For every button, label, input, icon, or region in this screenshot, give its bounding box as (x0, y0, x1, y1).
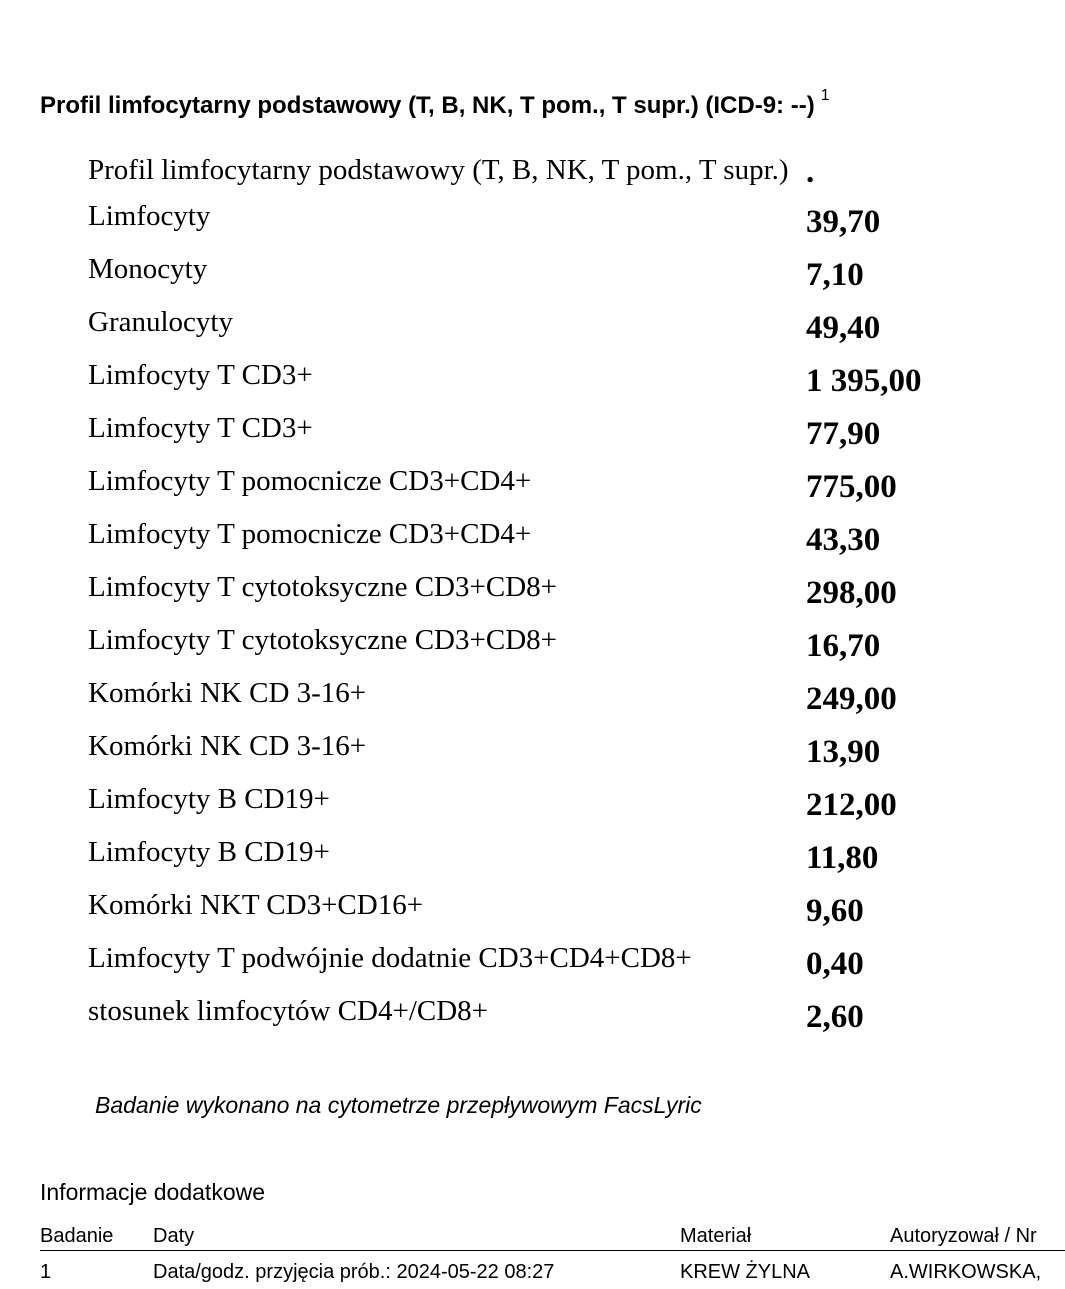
result-value: 16,70 (806, 628, 881, 664)
results-list (88, 148, 1028, 1042)
result-value: 49,40 (806, 310, 881, 346)
column-header-autoryzowal: Autoryzował / Nr (890, 1225, 1037, 1247)
result-row (88, 777, 1028, 830)
result-name: Limfocyty T pomocnicze CD3+CD4+ (88, 518, 532, 550)
result-value: . (806, 154, 815, 190)
result-name: Limfocyty T pomocnicze CD3+CD4+ (88, 465, 532, 497)
result-name: Limfocyty T CD3+ (88, 412, 313, 444)
column-header-badanie: Badanie (40, 1225, 114, 1247)
result-value: 13,90 (806, 734, 881, 770)
result-row (88, 565, 1028, 618)
result-row (88, 671, 1028, 724)
result-name: Komórki NK CD 3-16+ (88, 730, 367, 762)
result-value: 11,80 (806, 840, 879, 876)
result-name: Granulocyty (88, 306, 233, 338)
result-row (88, 300, 1028, 353)
result-row (88, 459, 1028, 512)
result-row (88, 724, 1028, 777)
result-value: 249,00 (806, 681, 897, 717)
cell-daty: Data/godz. przyjęcia prób.: 2024-05-22 08:27 (153, 1261, 555, 1283)
result-value: 1 395,00 (806, 363, 922, 399)
result-name: Komórki NKT CD3+CD16+ (88, 889, 424, 921)
result-name: Limfocyty T cytotoksyczne CD3+CD8+ (88, 624, 557, 656)
result-name: Limfocyty T cytotoksyczne CD3+CD8+ (88, 571, 557, 603)
cell-badanie: 1 (40, 1261, 52, 1283)
result-name: Limfocyty B CD19+ (88, 836, 330, 868)
result-name: Komórki NK CD 3-16+ (88, 677, 367, 709)
result-row (88, 512, 1028, 565)
result-value: 77,90 (806, 416, 881, 452)
result-row (88, 247, 1028, 300)
result-row (88, 830, 1028, 883)
column-header-material: Materiał (680, 1225, 752, 1247)
result-value: 7,10 (806, 257, 864, 293)
result-name: Limfocyty B CD19+ (88, 783, 330, 815)
section-title-text: Profil limfocytarny podstawowy (T, B, NK, T pom., T supr.) (ICD-9: --) (40, 92, 815, 119)
result-row (88, 406, 1028, 459)
result-row (88, 194, 1028, 247)
additional-info-heading: Informacje dodatkowe (40, 1179, 266, 1205)
result-name: Limfocyty T CD3+ (88, 359, 313, 391)
result-value: 775,00 (806, 469, 897, 505)
table-row (40, 1255, 1065, 1289)
result-value: 212,00 (806, 787, 897, 823)
result-value: 9,60 (806, 893, 864, 929)
table-header-row (40, 1222, 1065, 1251)
result-name: Profil limfocytarny podstawowy (T, B, NK, T pom., T supr.) (88, 154, 789, 186)
result-name: Limfocyty T podwójnie dodatnie CD3+CD4+CD8+ (88, 942, 692, 974)
cell-autoryzowal: A.WIRKOWSKA, (890, 1261, 1042, 1283)
section-title (40, 82, 1060, 130)
footnote-marker: 1 (820, 87, 830, 104)
result-name: Monocyty (88, 253, 208, 285)
method-note: Badanie wykonano na cytometrze przepływowym FacsLyric (95, 1092, 702, 1118)
result-name: stosunek limfocytów CD4+/CD8+ (88, 995, 489, 1027)
column-header-daty: Daty (153, 1225, 195, 1247)
result-row (88, 989, 1028, 1042)
result-row (88, 618, 1028, 671)
result-value: 298,00 (806, 575, 897, 611)
result-row (88, 148, 1028, 194)
result-row (88, 353, 1028, 406)
additional-info-table (40, 1222, 1065, 1289)
cell-material: KREW ŻYLNA (680, 1261, 811, 1283)
result-name: Limfocyty (88, 200, 211, 232)
result-value: 2,60 (806, 999, 864, 1035)
result-value: 0,40 (806, 946, 864, 982)
result-value: 39,70 (806, 204, 881, 240)
result-value: 43,30 (806, 522, 881, 558)
result-row (88, 883, 1028, 936)
result-row (88, 936, 1028, 989)
